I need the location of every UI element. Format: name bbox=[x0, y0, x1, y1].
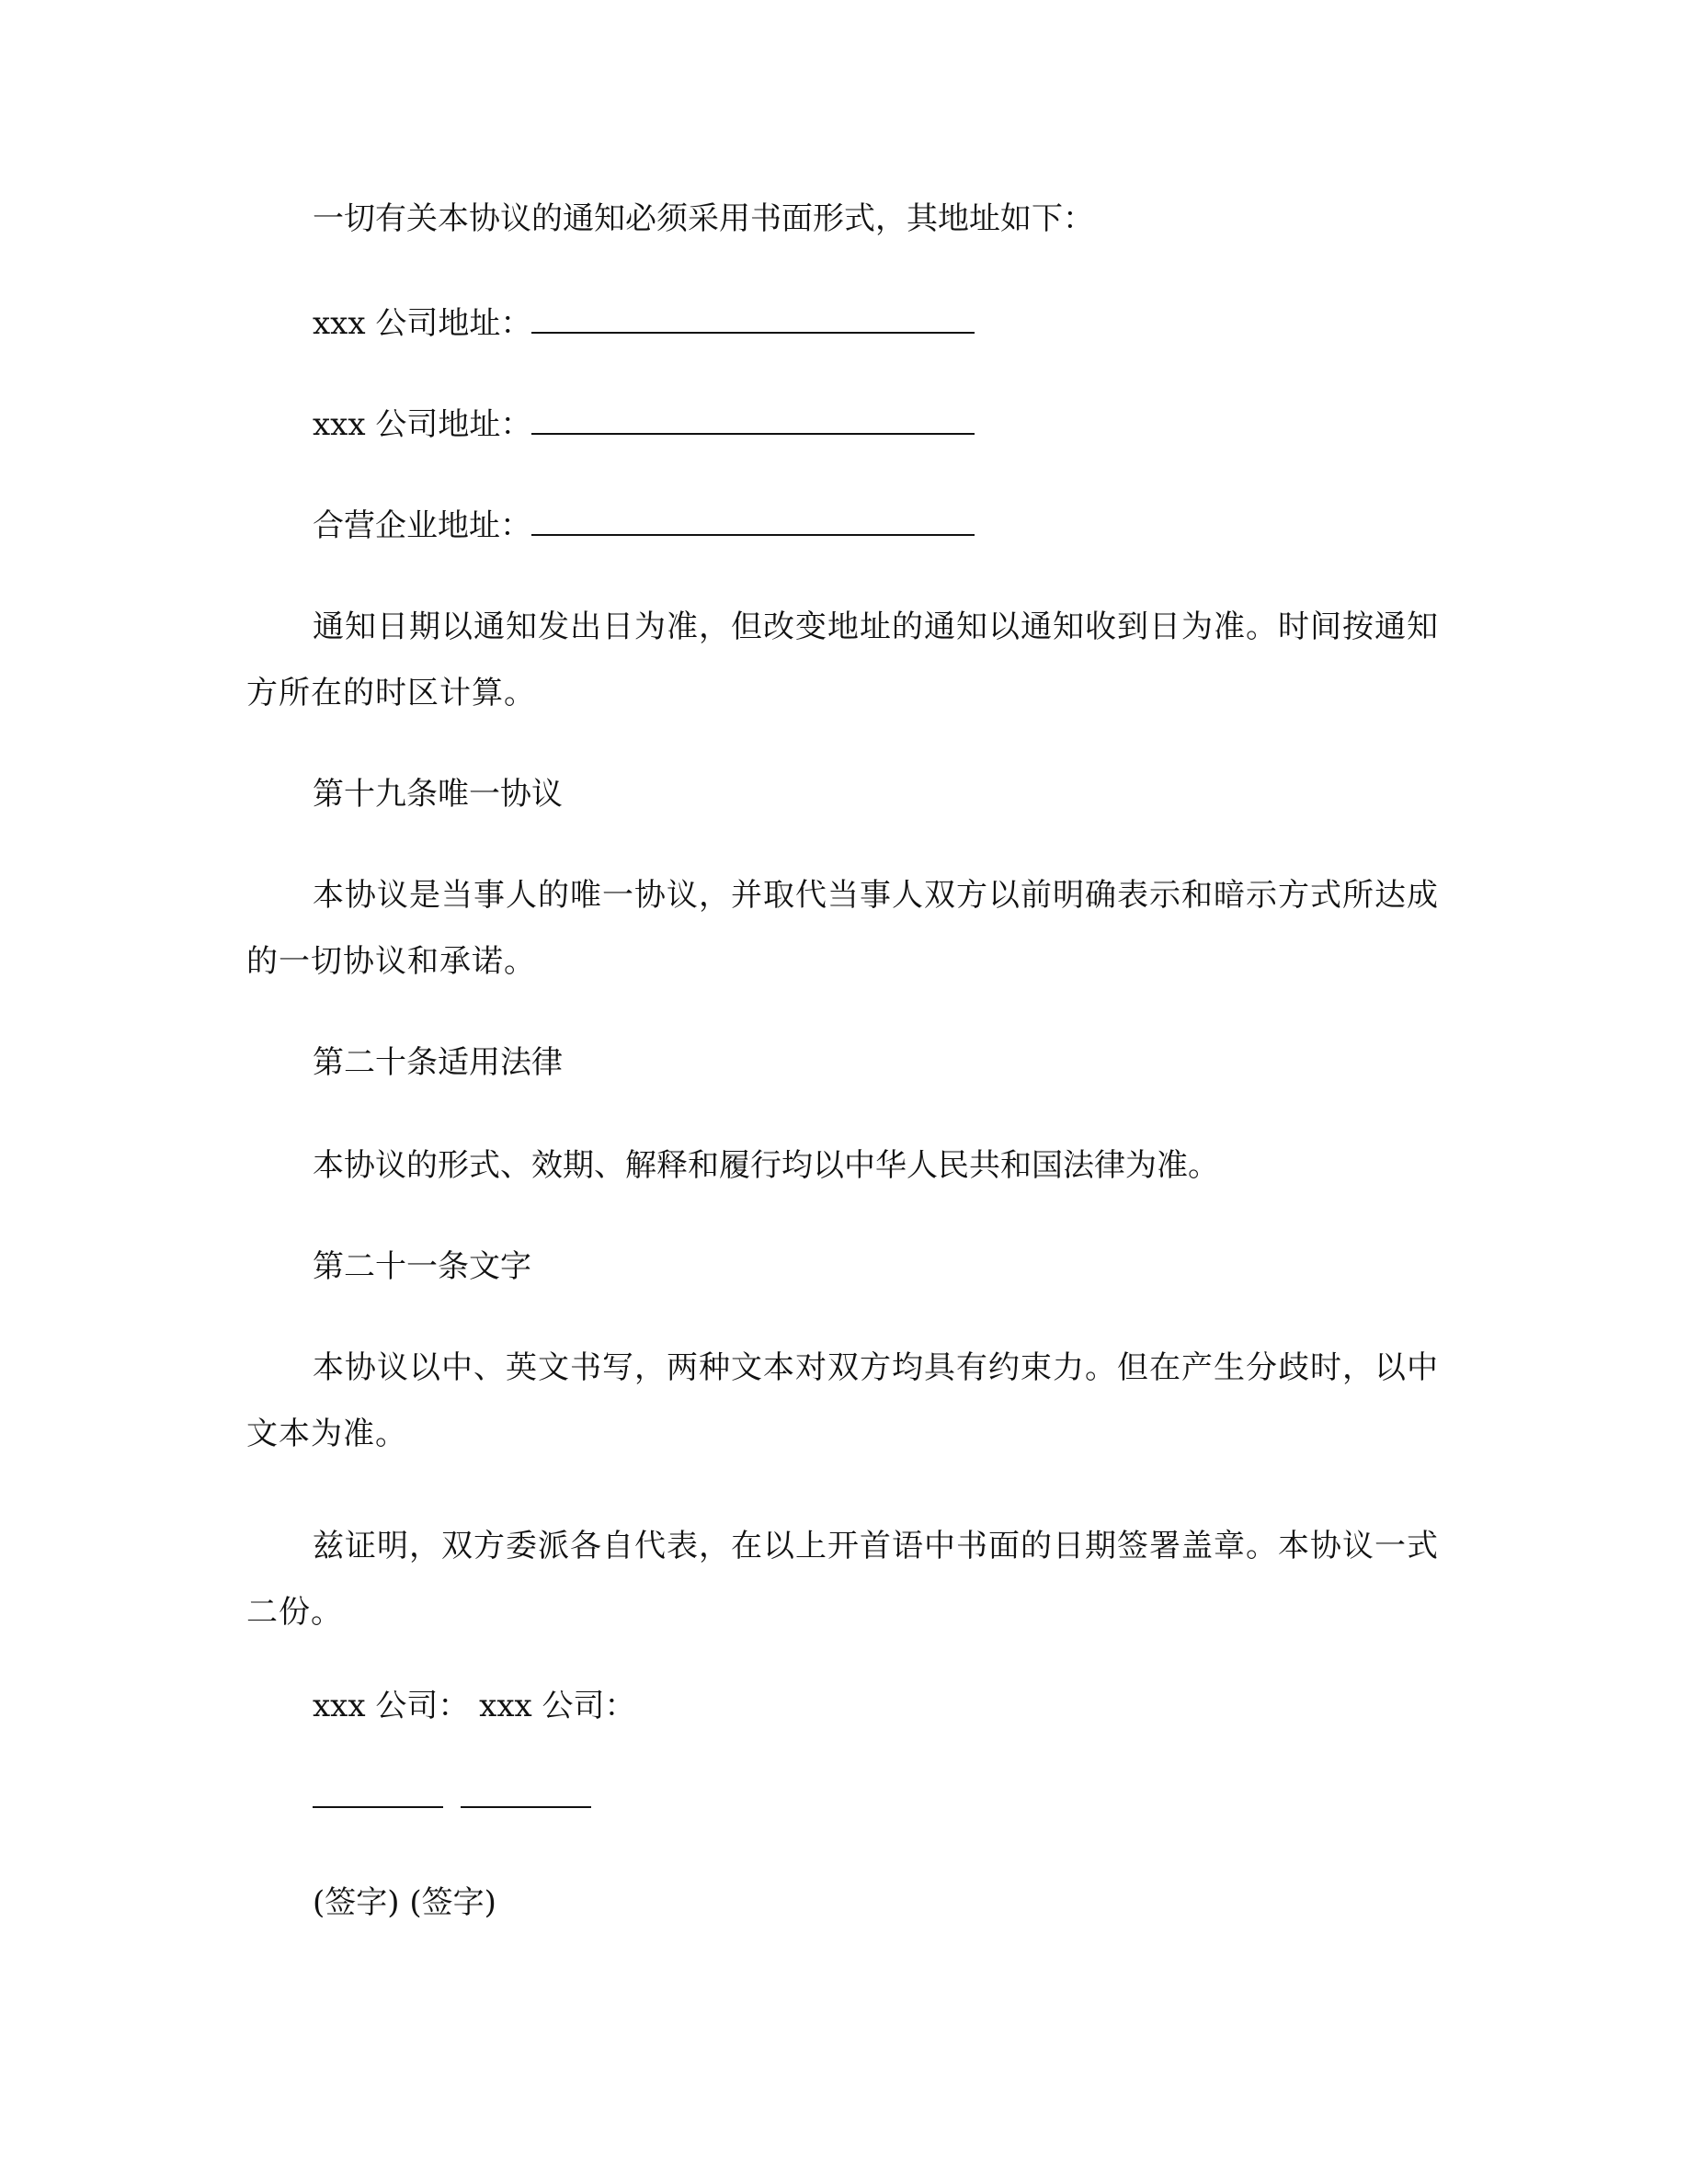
address-line-2 bbox=[313, 404, 975, 445]
witness-paragraph: 兹证明，双方委派各自代表，在以上开首语中书面的日期签署盖章。本协议一式二份。 bbox=[246, 1528, 1439, 1631]
article-21-title: 第二十一条文字 bbox=[313, 1248, 531, 1285]
address-line-3 bbox=[313, 506, 975, 546]
address-blank-3[interactable] bbox=[531, 506, 975, 536]
address-blank-2[interactable] bbox=[531, 405, 975, 435]
party-labels: xxx 公司： xxx 公司： bbox=[313, 1688, 636, 1724]
notice-intro: 一切有关本协议的通知必须采用书面形式，其地址如下： bbox=[313, 200, 1094, 237]
signature-blanks bbox=[313, 1778, 591, 1818]
address-label-3: 合营企业地址： bbox=[313, 507, 531, 544]
address-label-2: xxx 公司地址： bbox=[313, 406, 532, 443]
signature-blank-2[interactable] bbox=[461, 1779, 591, 1808]
address-label-1: xxx 公司地址： bbox=[313, 305, 532, 342]
signature-labels: (签字) (签字) bbox=[313, 1884, 496, 1921]
article-20-body: 本协议的形式、效期、解释和履行均以中华人民共和国法律为准。 bbox=[313, 1147, 1219, 1184]
article-19-body: 本协议是当事人的唯一协议，并取代当事人双方以前明确表示和暗示方式所达成的一切协议和承诺。 bbox=[246, 877, 1439, 980]
signature-blank-1[interactable] bbox=[313, 1779, 443, 1808]
address-blank-1[interactable] bbox=[531, 304, 975, 334]
article-19-title: 第十九条唯一协议 bbox=[313, 776, 563, 813]
article-20-title: 第二十条适用法律 bbox=[313, 1044, 563, 1081]
article-21-body: 本协议以中、英文书写，两种文本对双方均具有约束力。但在产生分歧时，以中文本为准。 bbox=[246, 1349, 1439, 1452]
notice-date-paragraph: 通知日期以通知发出日为准，但改变地址的通知以通知收到日为准。时间按通知方所在的时区计算。 bbox=[246, 609, 1439, 711]
address-line-1 bbox=[313, 303, 975, 344]
